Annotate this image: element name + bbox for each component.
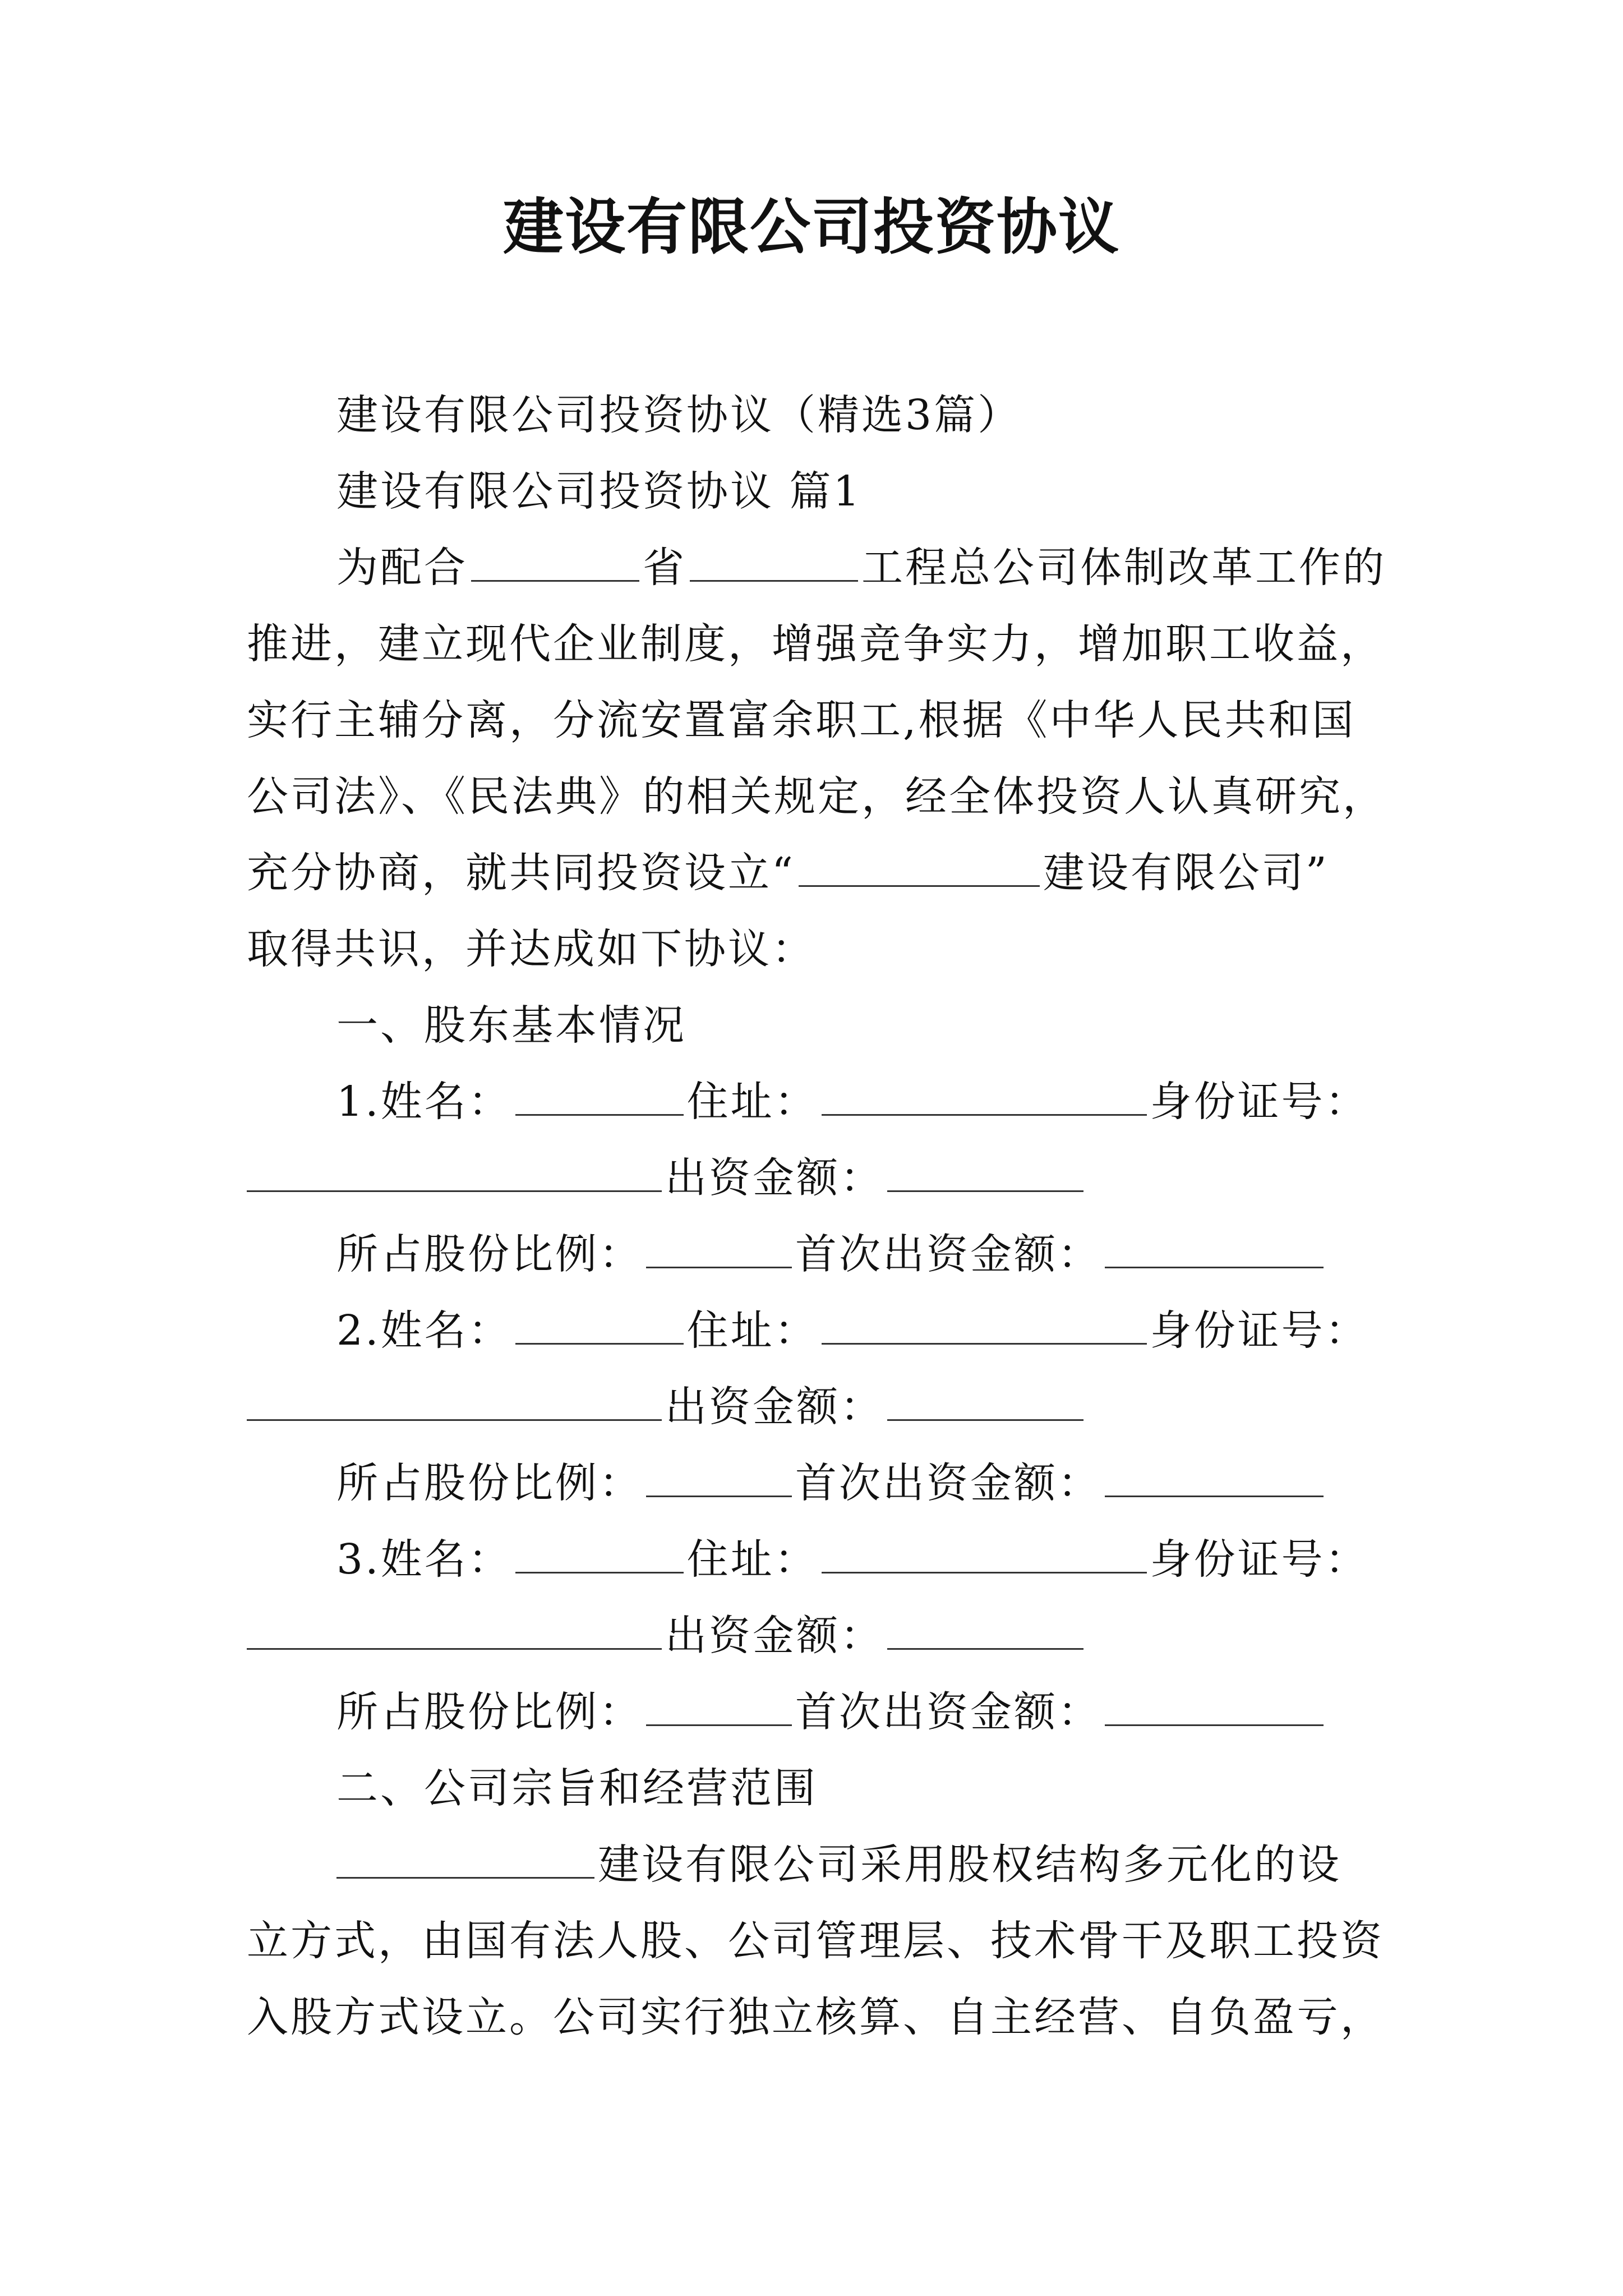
shareholder-3-line-2 (247, 1608, 1087, 1664)
blank-address (822, 1533, 1147, 1573)
purpose-heading: 二、公司宗旨和经营范围 (336, 1764, 818, 1812)
intro-text: 省 (643, 544, 686, 592)
intro-line-1 (336, 540, 1386, 596)
purpose-text: 建设有限公司采用股权结构多元化的设 (598, 1841, 1341, 1889)
blank-share-ratio (646, 1456, 792, 1497)
blank-first-contribution (1105, 1456, 1324, 1497)
name-label: 姓名： (380, 1078, 512, 1126)
blank-address (822, 1304, 1147, 1345)
name-label: 姓名： (380, 1535, 512, 1584)
intro-text: 为配合 (336, 544, 468, 592)
blank-first-contribution (1105, 1227, 1324, 1268)
blank-contribution (887, 1380, 1083, 1421)
intro-line-6: 取得共识，并达成如下协议： (247, 925, 815, 973)
first-contribution-label: 首次出资金额： (795, 1230, 1101, 1278)
intro-text: 充分协商，就共同投资设立“ (247, 849, 795, 897)
shareholder-3-line-3 (336, 1684, 1327, 1740)
shareholder-3-line-1 (336, 1531, 1369, 1588)
shareholder-2-line-2 (247, 1379, 1087, 1435)
blank-id-number (247, 1380, 662, 1421)
id-number-label: 身份证号： (1150, 1078, 1369, 1126)
intro-line-5 (247, 845, 1329, 901)
contribution-label: 出资金额： (665, 1612, 884, 1660)
blank-id-number (247, 1609, 662, 1650)
share-ratio-label: 所占股份比例： (336, 1459, 643, 1507)
shareholder-number: 1. (336, 1078, 381, 1126)
intro-line-3: 实行主辅分离，分流安置富余职工,根据《中华人民共和国 (247, 696, 1356, 744)
blank-name (515, 1533, 684, 1573)
address-label: 住址： (686, 1535, 818, 1584)
blank-id-number (247, 1151, 662, 1192)
shareholder-2-line-3 (336, 1455, 1327, 1511)
purpose-line-1 (336, 1837, 1341, 1893)
share-ratio-label: 所占股份比例： (336, 1688, 643, 1736)
section-heading: 建设有限公司投资协议 篇1 (336, 467, 862, 516)
contribution-label: 出资金额： (665, 1383, 884, 1431)
shareholders-heading: 一、股东基本情况 (336, 1001, 686, 1050)
blank-province (471, 541, 639, 582)
shareholder-number: 2. (336, 1306, 381, 1355)
name-label: 姓名： (380, 1306, 512, 1355)
first-contribution-label: 首次出资金额： (795, 1459, 1101, 1507)
id-number-label: 身份证号： (1150, 1306, 1369, 1355)
intro-line-2: 推进，建立现代企业制度，增强竞争实力，增加职工收益， (247, 620, 1384, 668)
share-ratio-label: 所占股份比例： (336, 1230, 643, 1278)
shareholder-number: 3. (336, 1535, 381, 1584)
shareholder-1-line-2 (247, 1150, 1087, 1206)
intro-text: 工程总公司体制改革工作的 (861, 544, 1386, 592)
document-subtitle: 建设有限公司投资协议（精选3篇） (336, 391, 1022, 439)
intro-line-4: 公司法》、《民法典》的相关规定，经全体投资人认真研究， (247, 772, 1386, 821)
blank-share-ratio (646, 1685, 792, 1726)
id-number-label: 身份证号： (1150, 1535, 1369, 1584)
blank-contribution (887, 1151, 1083, 1192)
first-contribution-label: 首次出资金额： (795, 1688, 1101, 1736)
address-label: 住址： (686, 1306, 818, 1355)
blank-share-ratio (646, 1227, 792, 1268)
intro-text: 建设有限公司” (1043, 849, 1329, 897)
contribution-label: 出资金额： (665, 1154, 884, 1202)
blank-address (822, 1075, 1147, 1116)
shareholder-1-line-3 (336, 1226, 1327, 1282)
shareholder-2-line-1 (336, 1303, 1369, 1359)
blank-first-contribution (1105, 1685, 1324, 1726)
blank-name (515, 1304, 684, 1345)
blank-company (690, 541, 858, 582)
purpose-line-3: 入股方式设立。公司实行独立核算、自主经营、自负盈亏， (247, 1993, 1384, 2041)
blank-contribution (887, 1609, 1083, 1650)
document-title: 建设有限公司投资协议 (502, 192, 1120, 263)
purpose-line-2: 立方式，由国有法人股、公司管理层、技术骨干及职工投资 (247, 1917, 1384, 1965)
address-label: 住址： (686, 1078, 818, 1126)
shareholder-1-line-1 (336, 1074, 1369, 1130)
blank-new-company (799, 846, 1040, 887)
blank-name (515, 1075, 684, 1116)
blank-company-name (336, 1838, 594, 1879)
